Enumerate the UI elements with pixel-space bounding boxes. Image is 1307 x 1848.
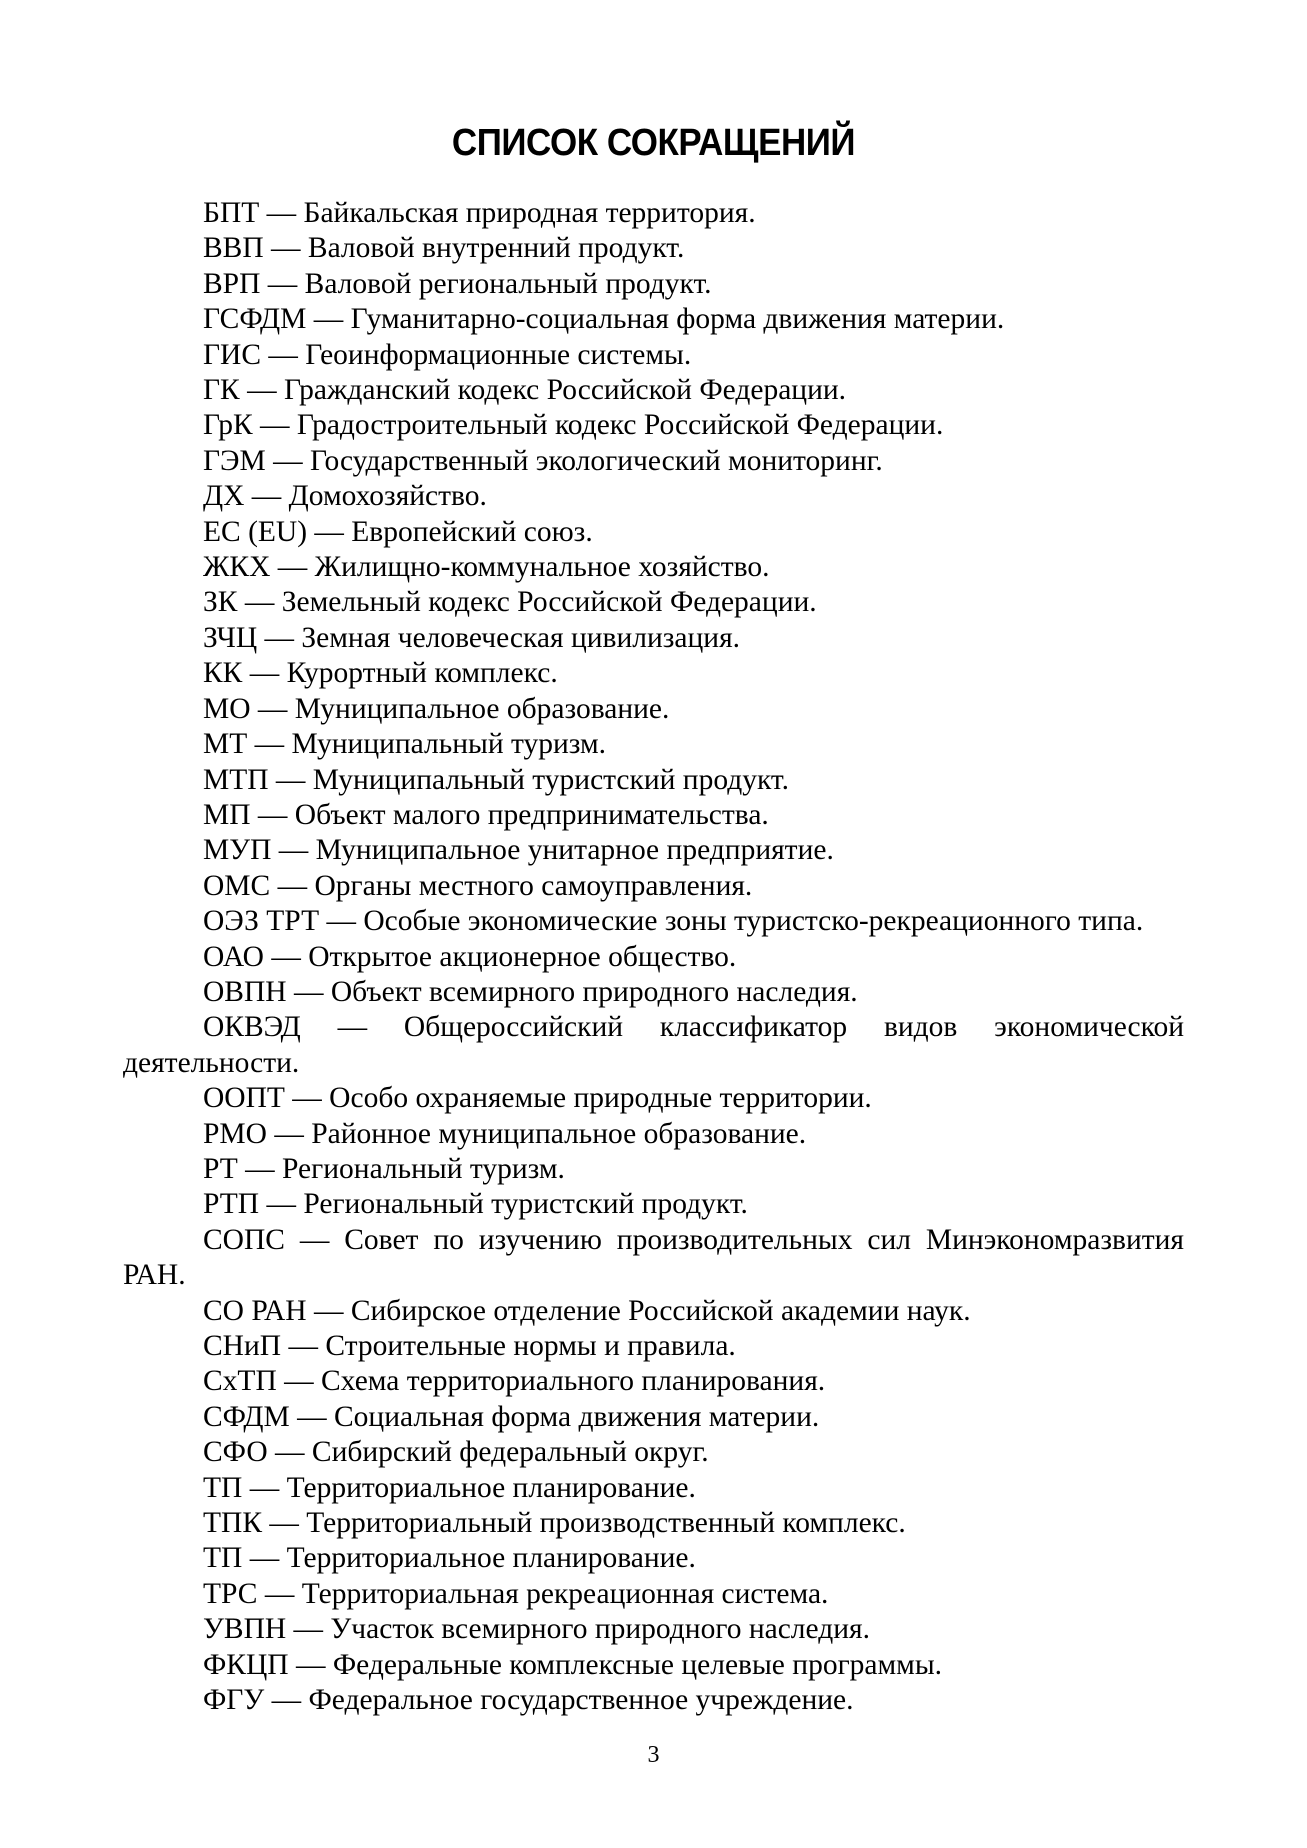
abbreviation-entry: ООПТ — Особо охраняемые природные территории.: [203, 1082, 872, 1115]
abbreviation-entry: МУП — Муниципальное унитарное предприятие.: [203, 834, 834, 867]
abbreviation-entry: ВВП — Валовой внутренний продукт.: [203, 232, 685, 265]
abbreviation-entry: ТП — Территориальное планирование.: [203, 1471, 696, 1504]
abbreviation-entry: УВПН — Участок всемирного природного наследия.: [203, 1613, 870, 1646]
abbreviation-entry: ОМС — Органы местного самоуправления.: [203, 869, 753, 902]
abbreviation-entry: ЕС (EU) — Европейский союз.: [203, 515, 593, 548]
abbreviation-entry: ТП — Территориальное планирование.: [203, 1542, 696, 1575]
abbreviation-entry: РТП — Региональный туристский продукт.: [203, 1188, 748, 1221]
abbreviation-entry: СОПС — Совет по изучению производительных сил Минэкономразвития РАН.: [123, 1223, 1184, 1292]
abbreviation-entry: СФДМ — Социальная форма движения материи.: [203, 1400, 820, 1433]
abbreviation-entry: ГИС — Геоинформационные системы.: [203, 338, 692, 371]
abbreviation-entry: ОКВЭД — Общероссийский классификатор видов экономической деятельности.: [123, 1011, 1184, 1079]
abbreviation-entry: СНиП — Строительные нормы и правила.: [203, 1330, 736, 1362]
abbreviation-entry: СФО — Сибирский федеральный округ.: [203, 1436, 709, 1469]
abbreviation-entry: ОАО — Открытое акционерное общество.: [203, 940, 737, 973]
abbreviation-entry: БПТ — Байкальская природная территория.: [203, 197, 756, 229]
abbreviation-entry: ФКЦП — Федеральные комплексные целевые программы.: [203, 1648, 943, 1681]
page-title: СПИСОК СОКРАЩЕНИЙ: [451, 122, 856, 164]
abbreviation-entry: ГК — Гражданский кодекс Российской Федерации.: [203, 374, 847, 407]
abbreviation-entry: ГЭМ — Государственный экологический мониторинг.: [203, 444, 883, 477]
abbreviation-entry: ОЭЗ ТРТ — Особые экономические зоны туристско-рекреационного типа.: [203, 905, 1144, 938]
abbreviation-entry: РТ — Региональный туризм.: [203, 1152, 565, 1185]
abbreviation-entry: МТП — Муниципальный туристский продукт.: [203, 763, 789, 796]
abbreviation-entry: ЖКХ — Жилищно-коммунальное хозяйство.: [203, 551, 770, 584]
abbreviation-entry: СхТП — Схема территориального планирования.: [203, 1365, 826, 1398]
abbreviation-entry: РМО — Районное муниципальное образование.: [203, 1117, 807, 1150]
page-number: 3: [647, 1742, 660, 1768]
abbreviation-entry: ГрК — Градостроительный кодекс Российской Федерации.: [203, 409, 944, 442]
abbreviation-entry: ТРС — Территориальная рекреационная система.: [203, 1577, 829, 1610]
abbreviation-entry: МП — Объект малого предпринимательства.: [203, 798, 769, 831]
abbreviation-entry: ФГУ — Федеральное государственное учреждение.: [203, 1684, 854, 1717]
abbreviation-entry: МТ — Муниципальный туризм.: [203, 728, 607, 761]
abbreviation-entry: СО РАН — Сибирское отделение Российской академии наук.: [203, 1294, 971, 1327]
abbreviation-entry: МО — Муниципальное образование.: [203, 692, 670, 725]
abbreviation-entry: ДХ — Домохозяйство.: [203, 480, 487, 513]
abbreviation-entry: ЗЧЦ — Земная человеческая цивилизация.: [203, 621, 741, 654]
abbreviation-entry: ВРП — Валовой региональный продукт.: [203, 267, 712, 300]
abbreviation-list: [123, 196, 1184, 1718]
abbreviation-entry: ОВПН — Объект всемирного природного наследия.: [203, 975, 858, 1008]
abbreviation-entry: ЗК — Земельный кодекс Российской Федерации.: [203, 586, 817, 619]
abbreviation-entry: ТПК — Территориальный производственный комплекс.: [203, 1507, 906, 1540]
abbreviation-entry: ГСФДМ — Гуманитарно-социальная форма движения материи.: [203, 303, 1005, 336]
abbreviation-entry: КК — Курортный комплекс.: [203, 657, 558, 690]
